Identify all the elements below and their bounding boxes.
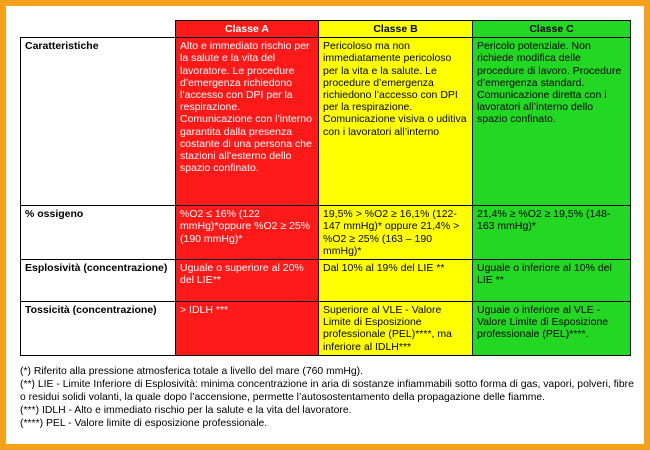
row-label-tossicita: Tossicità (concentrazione) bbox=[21, 302, 176, 356]
table-row bbox=[21, 206, 631, 260]
footnotes bbox=[20, 365, 635, 430]
footnote: (***) IDLH - Alto e immediato rischio per la salute e la vita del lavoratore. bbox=[20, 405, 352, 416]
cell-class-a-caratteristiche: Alto e immediato rischio per la salute e la vita del lavoratore. Le procedure d’emergenza richiedono l’accesso con DPI per la respirazione. Comunicazione con l’interno garantita dalla presenza costante di una persona che stazioni all’esterno dello spazio confinato. bbox=[176, 38, 319, 206]
cell-class-c-esplosivita: Uguale o inferiore al 10% del LIE ** bbox=[473, 260, 631, 302]
row-label-esplosivita: Esplosività (concentrazione) bbox=[21, 260, 176, 302]
cell-class-c-ossigeno: 21,4% ≥ %O2 ≥ 19,5% (148-163 mmHg)* bbox=[473, 206, 631, 260]
classification-table bbox=[20, 20, 631, 356]
cell-class-a-esplosivita: Uguale o superiore al 20% del LIE** bbox=[176, 260, 319, 302]
cell-class-c-tossicita: Uguale o inferiore al VLE - Valore Limite di Esposizione professionale (PEL)****. bbox=[473, 302, 631, 356]
table-row bbox=[21, 302, 631, 356]
cell-class-a-ossigeno: %O2 ≤ 16% (122 mmHg)*oppure %O2 ≥ 25% (190 mmHg)* bbox=[176, 206, 319, 260]
footnote: (*) Riferito alla pressione atmosferica totale a livello del mare (760 mmHg). bbox=[20, 366, 364, 377]
header-class-a: Classe A bbox=[176, 21, 319, 38]
footnote: (****) PEL - Valore limite di esposizione professionale. bbox=[20, 418, 268, 429]
cell-class-b-tossicita: Superiore al VLE - Valore Limite di Esposizione professionale (PEL)****, ma inferiore al IDLH*** bbox=[319, 302, 473, 356]
row-label-ossigeno: % ossigeno bbox=[21, 206, 176, 260]
cell-class-c-caratteristiche: Pericolo potenziale. Non richiede modifica delle procedure di lavoro. Procedure d’emergenza standard. Comunicazione diretta con i lavoratori all’interno dello spazio confinato. bbox=[473, 38, 631, 206]
cell-class-b-caratteristiche: Pericoloso ma non immediatamente pericoloso per la vita e la salute. Le procedure d’emergenza richiedono l’accesso con DPI per la respirazione. Comunicazione visiva o uditiva con i lavoratori all’interno bbox=[319, 38, 473, 206]
header-class-c: Classe C bbox=[473, 21, 631, 38]
table-row bbox=[21, 260, 631, 302]
cell-class-b-ossigeno: 19,5% > %O2 ≥ 16,1% (122-147 mmHg)* oppure 21,4% > %O2 ≥ 25% (163 – 190 mmHg)* bbox=[319, 206, 473, 260]
header-row bbox=[21, 21, 631, 38]
row-label-caratteristiche: Caratteristiche bbox=[21, 38, 176, 206]
header-class-b: Classe B bbox=[319, 21, 473, 38]
cell-class-a-tossicita: > IDLH *** bbox=[176, 302, 319, 356]
cell-class-b-esplosivita: Dal 10% al 19% del LIE ** bbox=[319, 260, 473, 302]
header-empty-cell bbox=[21, 21, 176, 38]
footnote: (**) LIE - Limite Inferiore di Esplosività: minima concentrazione in aria di sostanze infiammabili sotto forma di gas, vapori, polveri, fibre o residui solidi volanti, la quale dopo l’accensione, permette l’autosostentamento della propagazione delle fiamme. bbox=[20, 379, 634, 403]
table-row bbox=[21, 38, 631, 206]
